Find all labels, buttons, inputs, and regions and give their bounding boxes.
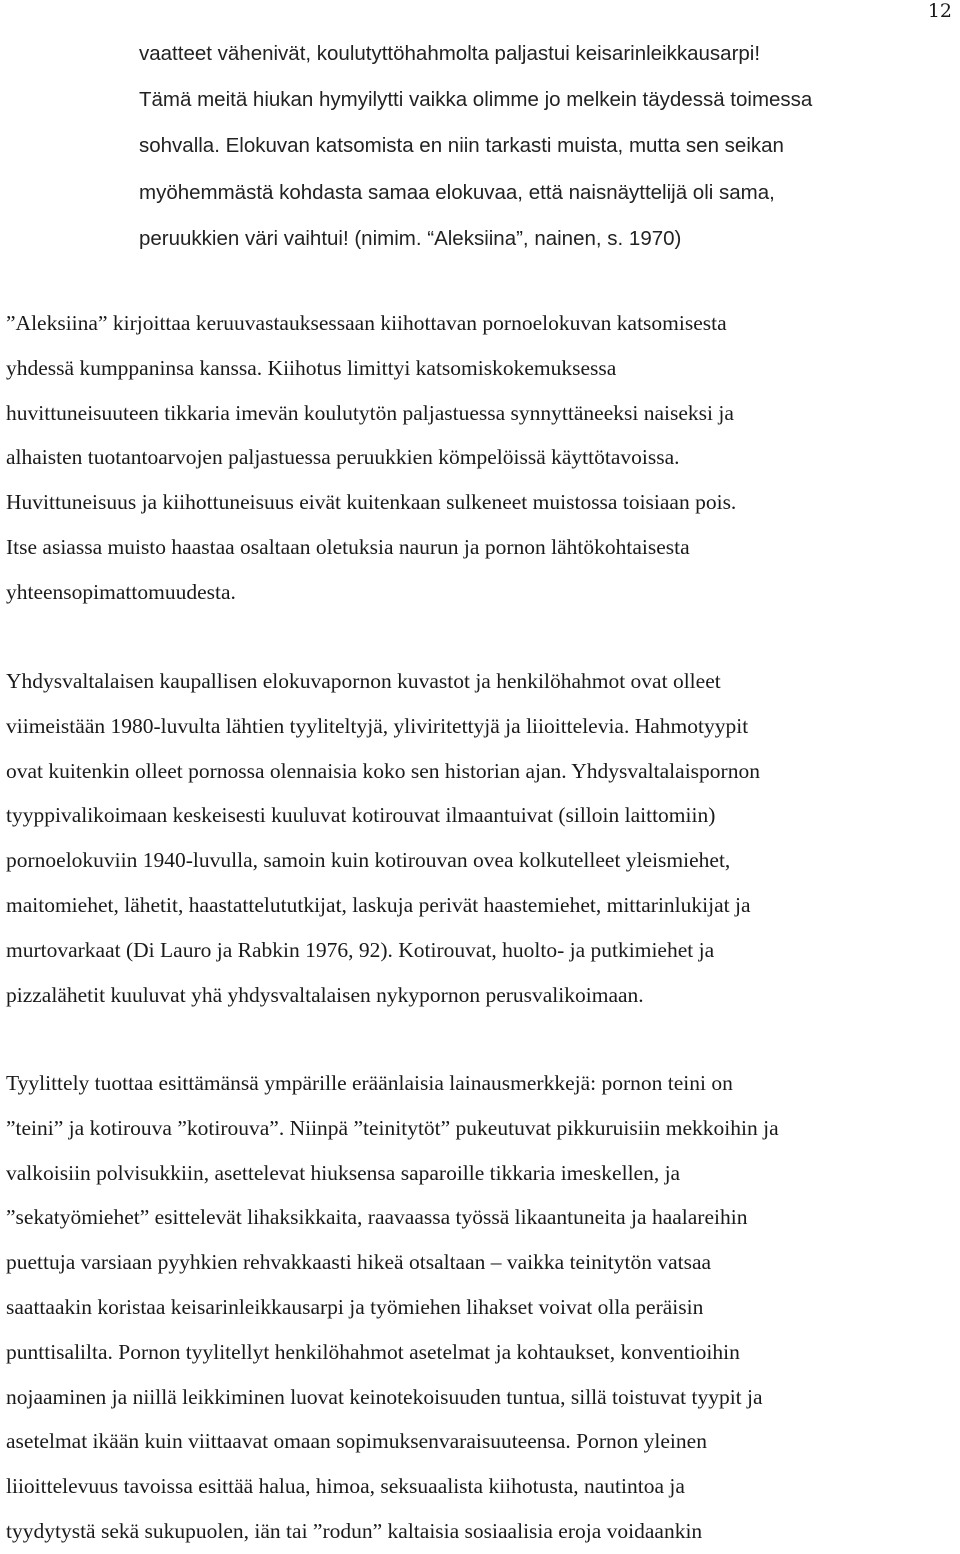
paragraph-line: liioittelevuus tavoissa esittää halua, himoa, seksuaalista kiihotusta, nautintoa ja — [6, 1474, 685, 1499]
paragraph-line: puettuja varsiaan pyyhkien rehvakkaasti hikeä otsaltaan – vaikka teinitytön vatsaa — [6, 1250, 712, 1275]
paragraph-line: Yhdysvaltalaisen kaupallisen elokuvapornon kuvastot ja henkilöhahmot ovat olleet — [6, 669, 721, 693]
paragraph-line: nojaaminen ja niillä leikkiminen luovat keinotekoisuuden tuntua, sillä toistuvat tyypit ja — [6, 1384, 763, 1409]
paragraph-line: viimeistään 1980-luvulta lähtien tyyliteltyjä, yliviritettyjä ja liioittelevia. Hahmotyypit — [6, 713, 749, 738]
paragraph-line: Itse asiassa muisto haastaa osaltaan oletuksia naurun ja pornon lähtökohtaisesta — [6, 534, 690, 559]
paragraph-line: saattaakin koristaa keisarinleikkausarpi ja työmiehen lihakset voivat olla peräisin — [6, 1294, 704, 1319]
paragraph-line: ”Aleksiina” kirjoittaa keruuvastauksessaan kiihottavan pornoelokuvan katsomisesta — [6, 311, 727, 335]
paragraph-line: huvittuneisuuteen tikkaria imevän koulutytön paljastuessa synnyttäneeksi naiseksi ja — [6, 400, 734, 425]
quote-line: myöhemmästä kohdasta samaa elokuvaa, että naisnäyttelijä oli sama, — [139, 180, 775, 204]
paragraph-line: maitomiehet, lähetit, haastattelututkijat, laskuja perivät haastemiehet, mittarinlukijat ja — [6, 892, 751, 917]
quote-line: sohvalla. Elokuvan katsomista en niin tarkasti muista, mutta sen seikan — [139, 134, 784, 158]
paragraph-line: punttisalilta. Pornon tyylitellyt henkilöhahmot asetelmat ja kohtaukset, konventioihin — [6, 1339, 740, 1364]
page-number: 12 — [927, 0, 952, 22]
paragraph-line: pizzalähetit kuuluvat yhä yhdysvaltalaisen nykypornon perusvalikoimaan. — [6, 982, 644, 1007]
paragraph-line: ”sekatyömiehet” esittelevät lihaksikkaita, raavaassa työssä likaantuneita ja haalareihin — [6, 1205, 748, 1230]
paragraph-line: tyydytystä sekä sukupuolen, iän tai ”rodun” kaltaisia sosiaalisia eroja voidaankin — [6, 1518, 703, 1543]
paragraph-line: murtovarkaat (Di Lauro ja Rabkin 1976, 92). Kotirouvat, huolto- ja putkimiehet ja — [6, 937, 715, 962]
paragraph-line: pornoelokuviin 1940-luvulla, samoin kuin kotirouvan ovea kolkutelleet yleismiehet, — [6, 848, 731, 873]
block-quote — [139, 31, 944, 262]
body-paragraph — [6, 301, 956, 615]
paragraph-line: yhdessä kumppaninsa kanssa. Kiihotus limittyi katsomiskokemuksessa — [6, 355, 617, 380]
quote-line: Tämä meitä hiukan hymyilytti vaikka olimme jo melkein täydessä toimessa — [139, 88, 813, 112]
quote-line: peruukkien väri vaihtui! (nimim. “Aleksiina”, nainen, s. 1970) — [139, 226, 682, 250]
body-paragraph — [6, 659, 956, 1017]
quote-line: vaatteet vähenivät, koulutyttöhahmolta paljastui keisarinleikkausarpi! — [139, 42, 761, 65]
body-paragraph — [6, 1061, 956, 1554]
paragraph-line: ”teini” ja kotirouva ”kotirouva”. Niinpä ”teinitytöt” pukeutuvat pikkuruisiin mekkoihin ja — [6, 1115, 779, 1140]
paragraph-line: ovat kuitenkin olleet pornossa olennaisia koko sen historian ajan. Yhdysvaltalaispornon — [6, 758, 760, 783]
paragraph-line: yhteensopimattomuudesta. — [6, 579, 236, 604]
paragraph-line: asetelmat ikään kuin viittaavat omaan sopimuksenvaraisuuteensa. Pornon yleinen — [6, 1429, 707, 1454]
paragraph-line: tyyppivalikoimaan keskeisesti kuuluvat kotirouvat ilmaantuivat (silloin laittomiin) — [6, 803, 716, 828]
paragraph-line: Tyylittely tuottaa esittämänsä ympärille eräänlaisia lainausmerkkejä: pornon teini on — [6, 1071, 733, 1095]
paragraph-line: alhaisten tuotantoarvojen paljastuessa peruukkien kömpelöissä käyttötavoissa. — [6, 445, 680, 470]
paragraph-line: valkoisiin polvisukkiin, asettelevat hiuksensa saparoille tikkaria imeskellen, ja — [6, 1160, 681, 1185]
paragraph-line: Huvittuneisuus ja kiihottuneisuus eivät kuitenkaan sulkeneet muistossa toisiaan pois. — [6, 490, 737, 515]
